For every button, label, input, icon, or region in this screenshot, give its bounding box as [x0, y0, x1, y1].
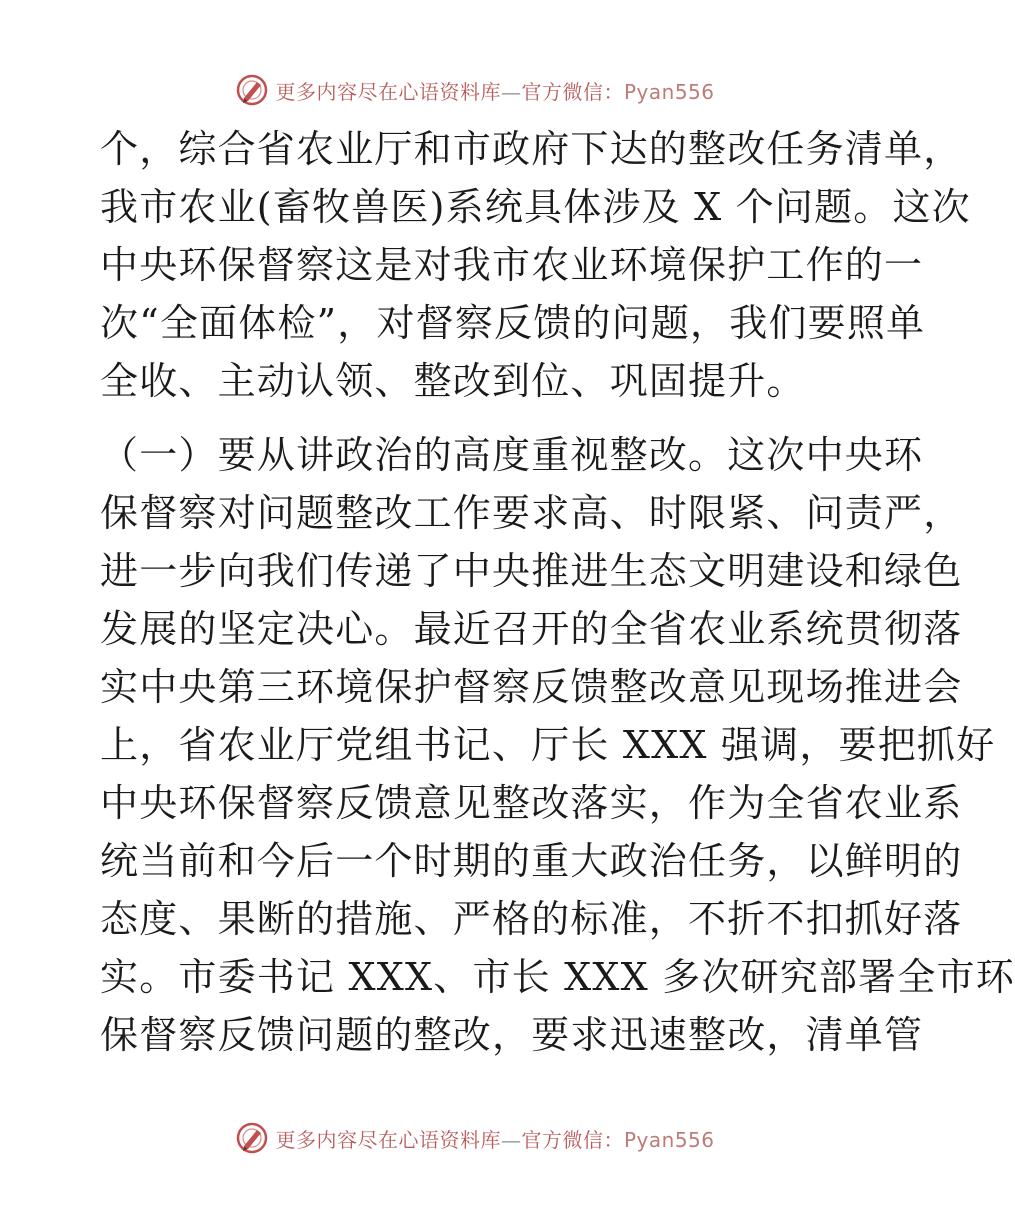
header-banner-title: 更多内容尽在心语资料库	[275, 79, 501, 104]
text-line: 态度、果断的措施、严格的标准，不折不扣抓好落	[100, 897, 963, 941]
text-line: 统当前和今后一个时期的重大政治任务，以鲜明的	[100, 839, 963, 883]
text-line: 我市农业(畜牧兽医)系统具体涉及 X 个问题。这次	[100, 185, 971, 229]
text-line: 中央环保督察反馈意见整改落实，作为全省农业系	[100, 781, 963, 825]
text-line: 保督察反馈问题的整改，要求迅速整改，清单管	[100, 1013, 924, 1057]
footer-banner	[0, 1118, 950, 1158]
paragraph-2	[100, 426, 1015, 1064]
footer-banner-wechat-label: 官方微信：	[521, 1127, 624, 1152]
text-line: 实中央第三环境保护督察反馈整改意见现场推进会	[100, 665, 963, 709]
text-line: 上，省农业厅党组书记、厅长 XXX 强调，要把抓好	[100, 723, 996, 767]
footer-banner-content	[235, 1121, 714, 1155]
header-banner-wechat-handle: Pyan556	[623, 79, 715, 104]
footer-banner-wechat-handle: Pyan556	[623, 1127, 715, 1152]
document-body	[100, 120, 1015, 1064]
header-banner-dash: —	[500, 79, 522, 104]
text-line: 次“全面体检”，对督察反馈的问题，我们要照单	[100, 301, 926, 345]
text-line: 个，综合省农业厅和市政府下达的整改任务清单，	[100, 127, 963, 171]
header-banner-text	[275, 76, 714, 105]
text-line: 全收、主动认领、整改到位、巩固提升。	[100, 359, 806, 403]
text-line: 中央环保督察这是对我市农业环境保护工作的一	[100, 243, 924, 287]
header-banner-content	[235, 73, 714, 107]
text-line: 进一步向我们传递了中央推进生态文明建设和绿色	[100, 549, 963, 593]
pen-circle-logo-icon	[235, 1121, 269, 1155]
text-line: 保督察对问题整改工作要求高、时限紧、问责严，	[100, 491, 963, 535]
footer-banner-text	[275, 1124, 714, 1153]
paragraph-1	[100, 120, 971, 410]
paragraph-gap	[100, 410, 852, 426]
footer-banner-dash: —	[500, 1127, 522, 1152]
text-line: 发展的坚定决心。最近召开的全省农业系统贯彻落	[100, 607, 963, 651]
footer-banner-title: 更多内容尽在心语资料库	[275, 1127, 501, 1152]
text-line: 实。市委书记 XXX、市长 XXX 多次研究部署全市环	[100, 955, 1015, 999]
pen-circle-logo-icon	[235, 73, 269, 107]
header-banner	[0, 70, 950, 110]
text-line: （一）要从讲政治的高度重视整改。这次中央环	[100, 433, 924, 477]
header-banner-wechat-label: 官方微信：	[521, 79, 624, 104]
